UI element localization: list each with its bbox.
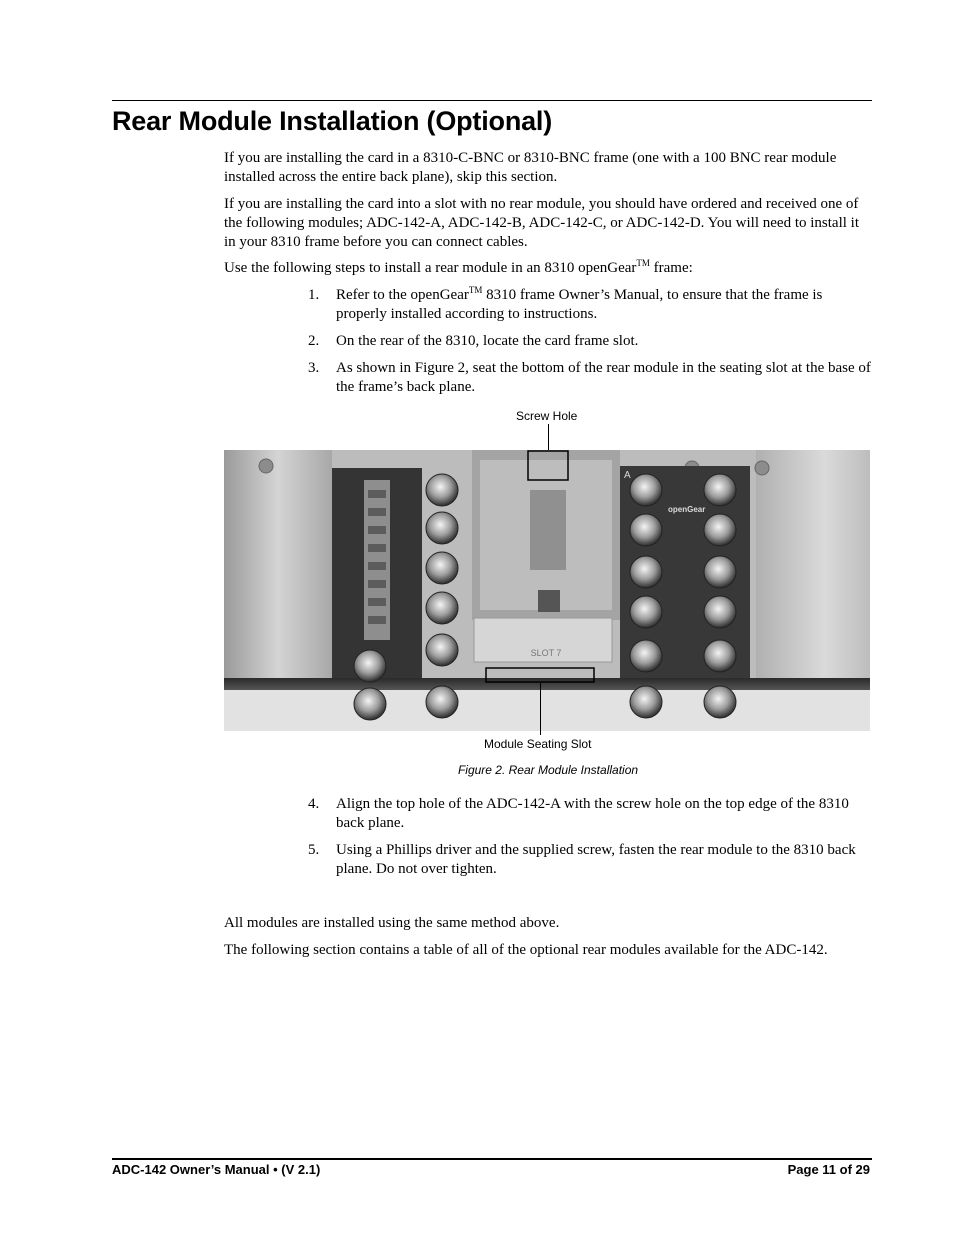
rear-module-photo [224, 450, 870, 731]
section-heading: Rear Module Installation (Optional) [112, 106, 553, 136]
callout-line-seating-slot [540, 683, 541, 735]
paragraph-modules: If you are installing the card into a slot with no rear module, you should have ordered and received one of the following modules; ADC-142-A, ADC-142-B, ADC-142-C, or ADC-142-D. You will need to install it in your 8310 frame before you can connect cables. [224, 196, 859, 250]
paragraph-intro: Use the following steps to install a rear module in an 8310 openGear™ frame: [224, 258, 693, 276]
callout-line-screw-hole [548, 424, 549, 451]
footer-page-number: Page 11 of 29 [787, 1162, 870, 1177]
trademark-mark: TM [636, 258, 650, 268]
figure-caption: Figure 2. Rear Module Installation [457, 763, 639, 777]
top-rule [112, 100, 872, 101]
paragraph-following-section: The following section contains a table of all of the optional rear modules available for the ADC-142. [224, 942, 828, 958]
photo-brand-text: openGear [668, 505, 706, 514]
photo-col-a-text: A [624, 470, 631, 481]
paragraph-all-modules: All modules are installed using the same method above. [224, 915, 560, 931]
footer-rule [112, 1158, 872, 1160]
label-screw-hole: Screw Hole [516, 409, 578, 423]
trademark-mark: TM [468, 285, 483, 295]
footer-manual-title: ADC-142 Owner’s Manual • (V 2.1) [112, 1162, 321, 1177]
paragraph-skip: If you are installing the card in a 8310-C-BNC or 8310-BNC frame (one with a 100 BNC rear module installed across the entire back plane), skip this section. [224, 150, 837, 185]
photo-slot-text: SLOT 7 [530, 648, 562, 658]
label-module-seating-slot: Module Seating Slot [484, 737, 592, 751]
